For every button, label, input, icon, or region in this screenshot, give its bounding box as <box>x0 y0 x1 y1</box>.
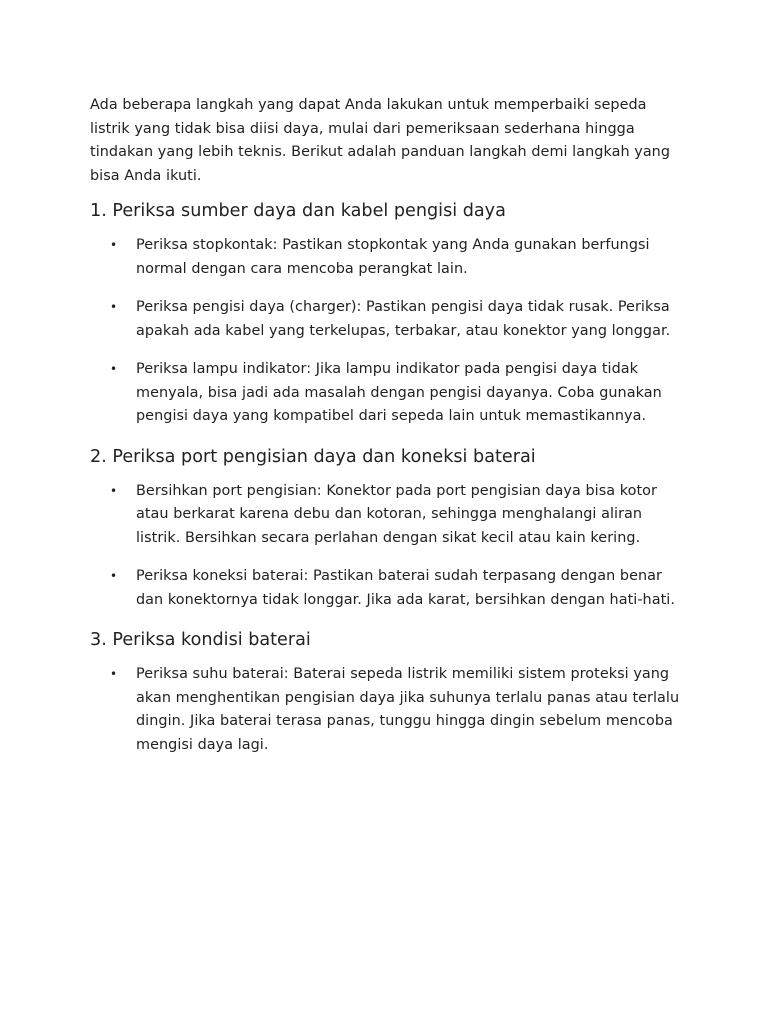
section-heading: 2. Periksa port pengisian daya dan koneksi baterai <box>90 446 536 467</box>
bullet-icon: • <box>110 300 118 314</box>
bullet-list <box>90 234 680 429</box>
list-item <box>90 234 680 281</box>
list-item <box>90 663 680 757</box>
list-item <box>90 358 680 429</box>
bullet-icon: • <box>110 483 118 498</box>
section-check-power-source <box>90 198 680 429</box>
intro-paragraph: Ada beberapa langkah yang dapat Anda lakukan untuk memperbaiki sepeda listrik yang tidak bisa diisi daya, mulai dari pemeriksaan sederhana hingga tindakan yang lebih teknis. Berikut adalah panduan langkah demi langkah yang bisa Anda ikuti. <box>90 97 671 184</box>
list-item-text: Periksa koneksi baterai: Pastikan baterai sudah terpasang dengan benar dan konektornya tidak longgar. Jika ada karat, bersihkan dengan hati-hati. <box>136 568 675 608</box>
bullet-icon: • <box>110 362 118 376</box>
section-heading: 1. Periksa sumber daya dan kabel pengisi daya <box>90 201 506 221</box>
bullet-icon: • <box>110 667 118 681</box>
list-item <box>90 565 680 612</box>
section-heading: 3. Periksa kondisi baterai <box>90 630 311 650</box>
section-check-charging-port <box>90 444 680 613</box>
list-item-text: Periksa lampu indikator: Jika lampu indikator pada pengisi daya tidak menyala, bisa jadi ada masalah dengan pengisi dayanya. Coba gunakan pengisi daya yang kompatibel dari sepeda lain untuk memastikannya. <box>136 361 662 424</box>
list-item <box>90 296 680 343</box>
list-item <box>90 480 680 551</box>
list-item-text: Periksa suhu baterai: Baterai sepeda listrik memiliki sistem proteksi yang akan menghentikan pengisian daya jika suhunya terlalu panas atau terlalu dingin. Jika baterai terasa panas, tunggu hingga dingin sebelum mencoba mengisi daya lagi. <box>136 666 680 753</box>
list-item-text: Bersihkan port pengisian: Konektor pada port pengisian daya bisa kotor atau berkarat karena debu dan kotoran, sehingga menghalangi aliran listrik. Bersihkan secara perlahan dengan sikat kecil atau kain kering. <box>136 482 657 546</box>
bullet-list <box>90 663 680 757</box>
bullet-list <box>90 480 680 613</box>
list-item-text: Periksa pengisi daya (charger): Pastikan pengisi daya tidak rusak. Periksa apakah ada kabel yang terkelupas, terbakar, atau konektor yang longgar. <box>136 299 671 339</box>
bullet-icon: • <box>110 569 118 583</box>
section-check-battery-condition <box>90 627 680 757</box>
bullet-icon: • <box>110 238 118 252</box>
list-item-text: Periksa stopkontak: Pastikan stopkontak yang Anda gunakan berfungsi normal dengan cara mencoba perangkat lain. <box>136 237 650 277</box>
